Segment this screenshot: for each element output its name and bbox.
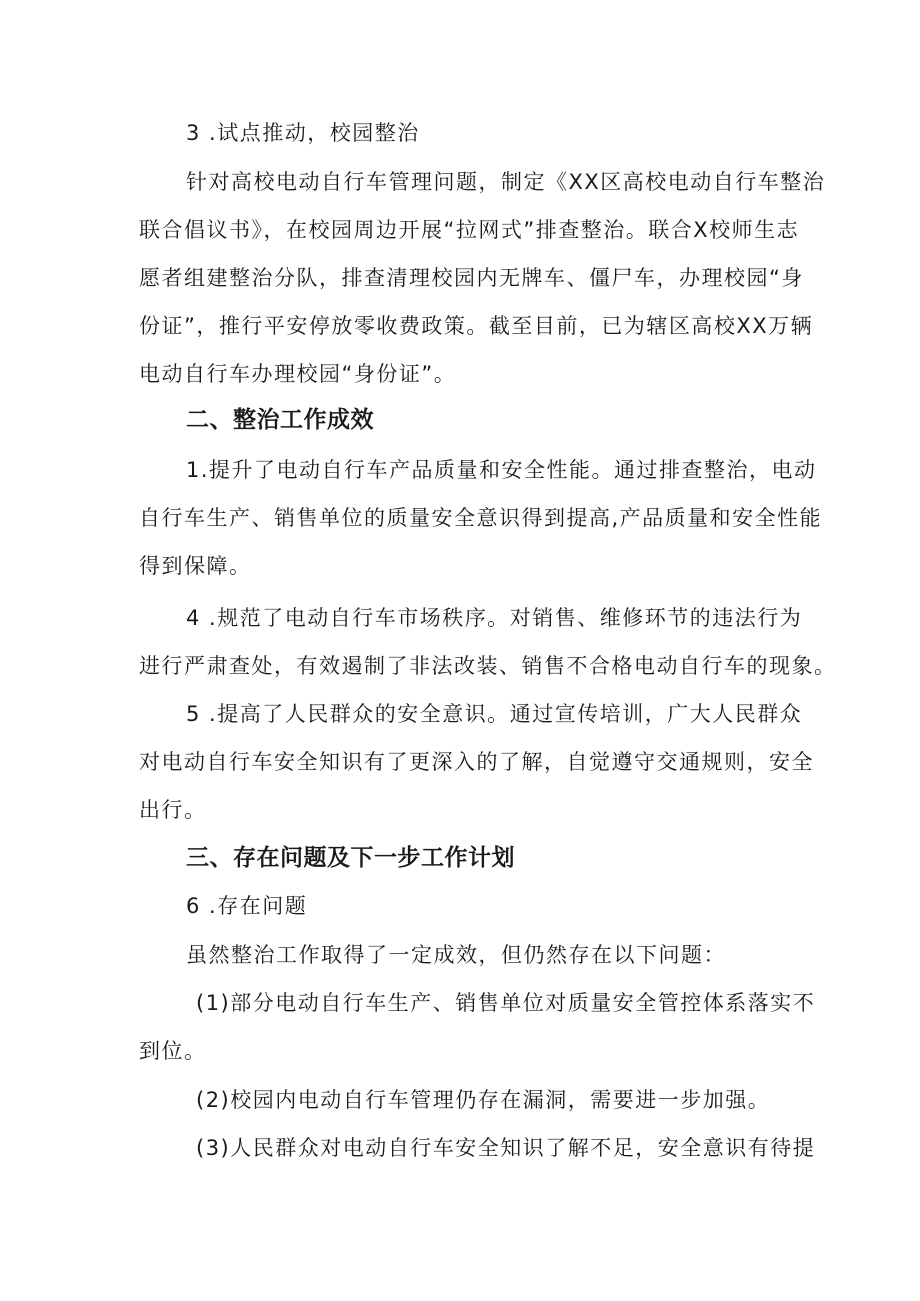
paragraph-line: 愿者组建整治分队，排查清理校园内无牌车、僵尸车，办理校园“身	[139, 266, 804, 290]
item-3-title: 3 .试点推动，校园整治	[186, 121, 420, 145]
paragraph-line: 份证”，推行平安停放零收费政策。截至目前，已为辖区高校XX万辆	[139, 314, 814, 338]
paragraph-line: 对电动自行车安全知识有了更深入的了解，自觉遵守交通规则，安全	[139, 750, 814, 774]
problem-item: (1)部分电动自行车生产、销售单位对质量安全管控体系落实不	[196, 991, 816, 1015]
section-3-heading: 三、存在问题及下一步工作计划	[186, 845, 515, 871]
problem-item: (3)人民群众对电动自行车安全知识了解不足，安全意识有待提	[196, 1136, 816, 1160]
paragraph-line: 出行。	[139, 798, 207, 822]
item-6-title: 6 .存在问题	[186, 894, 308, 918]
problem-item: (2)校园内电动自行车管理仍存在漏洞，需要进一步加强。	[196, 1088, 771, 1112]
paragraph-line: 1.提升了电动自行车产品质量和安全性能。通过排查整治，电动	[186, 458, 817, 482]
paragraph-line: 5 .提高了人民群众的安全意识。通过宣传培训，广大人民群众	[186, 702, 803, 726]
section-2-heading: 二、整治工作成效	[186, 407, 374, 433]
paragraph-line: 电动自行车办理校园“身份证”。	[139, 362, 457, 386]
problem-item-continuation: 到位。	[139, 1039, 207, 1063]
paragraph-line: 进行严肃查处，有效遏制了非法改装、销售不合格电动自行车的现象。	[139, 654, 837, 678]
paragraph-line: 自行车生产、销售单位的质量安全意识得到提高,产品质量和安全性能	[139, 506, 823, 530]
paragraph-line: 4 .规范了电动自行车市场秩序。对销售、维修环节的违法行为	[186, 606, 803, 630]
paragraph-line: 虽然整治工作取得了一定成效，但仍然存在以下问题：	[186, 943, 726, 967]
paragraph-line: 针对高校电动自行车管理问题，制定《XX区高校电动自行车整治	[186, 170, 826, 194]
paragraph-line: 得到保障。	[139, 554, 252, 578]
paragraph-line: 联合倡议书》，在校园周边开展“拉网式”排查整治。联合X校师生志	[139, 218, 800, 242]
